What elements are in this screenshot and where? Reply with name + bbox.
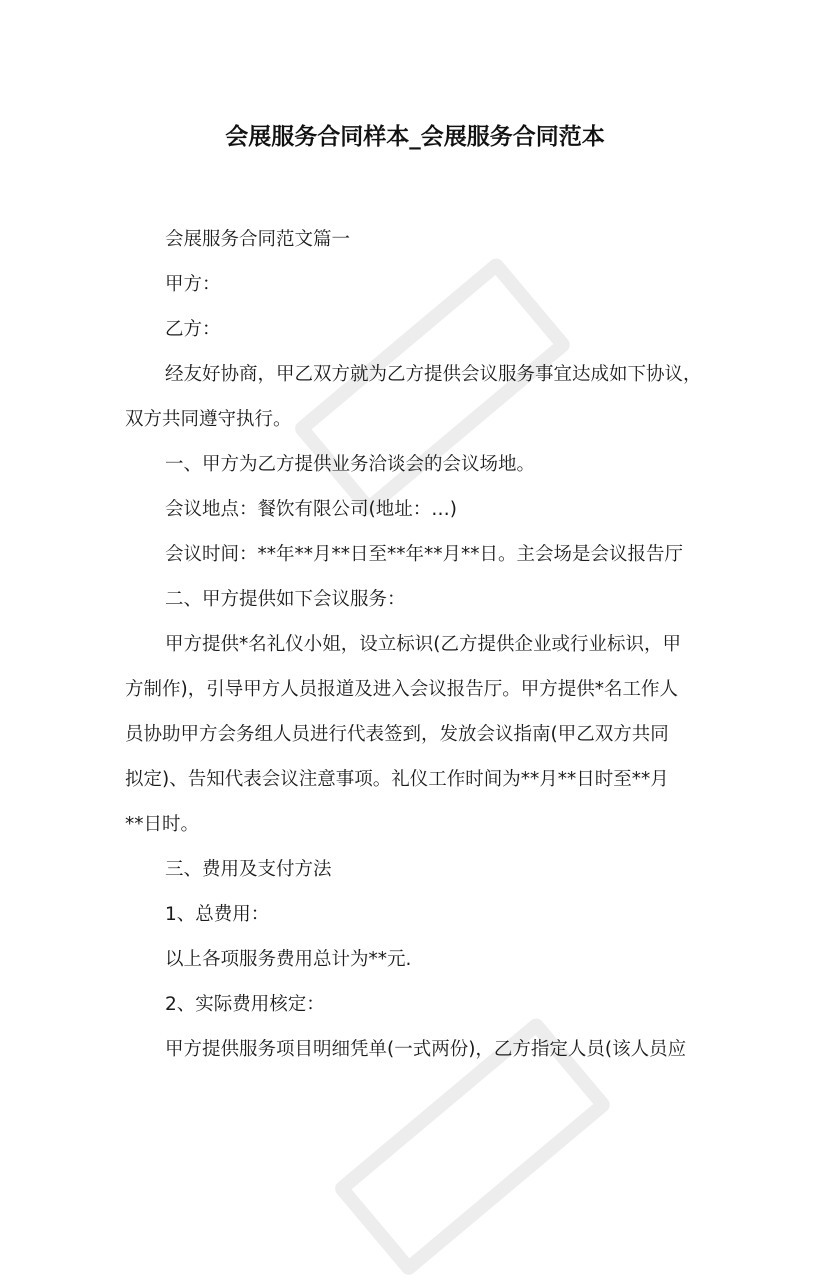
document-body — [125, 217, 720, 1072]
paragraph-line: **日时。 — [125, 814, 200, 835]
paragraph-line: 经友好协商，甲乙双方就为乙方提供会议服务事宜达成如下协议， — [165, 364, 702, 385]
paragraph-line: 二、甲方提供如下会议服务： — [165, 589, 406, 610]
paragraph-line: 拟定)、告知代表会议注意事项。礼仪工作时间为**月**日时至**月 — [125, 769, 669, 790]
paragraph-line: 双方共同遵守执行。 — [125, 409, 292, 430]
document-title: 会展服务合同样本_会展服务合同范本 — [225, 124, 605, 150]
paragraph-line: 三、费用及支付方法 — [165, 859, 332, 880]
paragraph-line: 甲方提供服务项目明细凭单(一式两份)，乙方指定人员(该人员应 — [165, 1039, 687, 1060]
paragraph-line: 乙方： — [165, 319, 221, 340]
paragraph-line: 1、总费用： — [165, 904, 270, 925]
paragraph-line: 2、实际费用核定： — [165, 994, 325, 1015]
paragraph-line: 会展服务合同范文篇一 — [165, 229, 351, 250]
paragraph-line: 甲方： — [165, 274, 221, 295]
paragraph-line: 以上各项服务费用总计为**元. — [165, 949, 412, 970]
paragraph-line: 一、甲方为乙方提供业务洽谈会的会议场地。 — [165, 454, 536, 475]
paragraph-line: 会议时间：**年**月**日至**年**月**日。主会场是会议报告厅 — [165, 544, 684, 565]
paragraph-line: 会议地点：餐饮有限公司(地址：…) — [165, 499, 457, 520]
paragraph-line: 员协助甲方会务组人员进行代表签到，发放会议指南(甲乙双方共同 — [125, 724, 669, 745]
paragraph-line: 甲方提供*名礼仪小姐，设立标识(乙方提供企业或行业标识，甲 — [165, 634, 681, 655]
paragraph-line: 方制作)，引导甲方人员报道及进入会议报告厅。甲方提供*名工作人 — [125, 679, 678, 700]
